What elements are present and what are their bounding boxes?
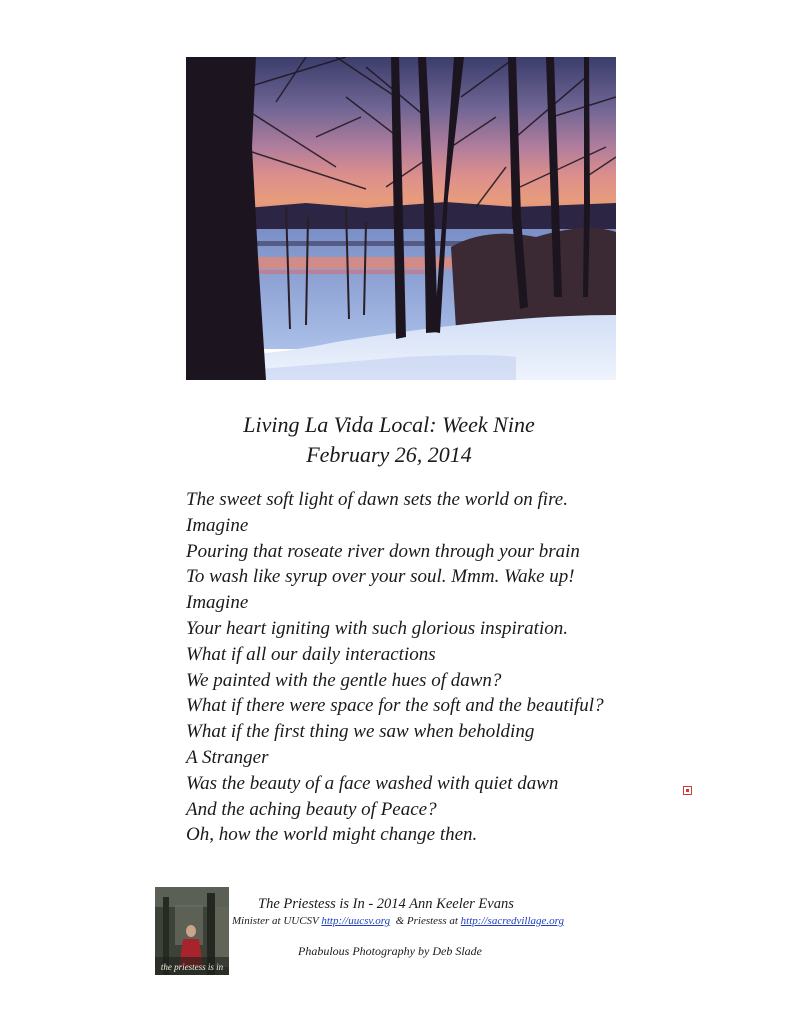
poem-line: Imagine bbox=[186, 592, 249, 614]
poem-body bbox=[186, 487, 656, 848]
poem-line: We painted with the gentle hues of dawn? bbox=[186, 669, 502, 691]
poem-line: Pouring that roseate river down through your brain bbox=[186, 540, 580, 562]
uucsv-link[interactable]: http://uucsv.org bbox=[321, 915, 391, 927]
thumbnail-caption: the priestess is in bbox=[160, 962, 224, 972]
poem-line: Imagine bbox=[186, 514, 249, 536]
poem-line: The sweet soft light of dawn sets the world on fire. bbox=[186, 489, 568, 510]
poem-line: Oh, how the world might change then. bbox=[186, 824, 478, 846]
poem-line: What if the first thing we saw when beholding bbox=[186, 721, 535, 743]
sunset-river-photo bbox=[186, 57, 616, 380]
poem-line: Your heart igniting with such glorious inspiration. bbox=[186, 617, 568, 639]
minister-label: Minister at UUCSV bbox=[232, 915, 319, 927]
page-title: Living La Vida Local: Week Nine bbox=[243, 412, 535, 437]
poem-line: What if there were space for the soft and the beautiful? bbox=[186, 695, 604, 717]
poem-line: Was the beauty of a face washed with quiet dawn bbox=[186, 772, 559, 794]
priestess-thumbnail-image bbox=[155, 887, 229, 975]
date-heading: February 26, 2014 bbox=[306, 442, 472, 467]
poem-line: What if all our daily interactions bbox=[186, 643, 436, 665]
footer-affiliations bbox=[232, 914, 564, 929]
priestess-label: & Priestess at bbox=[395, 915, 458, 927]
poem-line: To wash like syrup over your soul. Mmm. Wake up! bbox=[186, 566, 575, 588]
poem-line: A Stranger bbox=[186, 746, 269, 768]
photo-credit: Phabulous Photography by Deb Slade bbox=[298, 944, 482, 958]
footer-heading: The Priestess is In - 2014 Ann Keeler Evans bbox=[258, 896, 514, 912]
poem-line: And the aching beauty of Peace? bbox=[186, 798, 437, 820]
sacredvillage-link[interactable]: http://sacredvillage.org bbox=[460, 915, 565, 927]
red-marker-icon bbox=[683, 786, 692, 795]
